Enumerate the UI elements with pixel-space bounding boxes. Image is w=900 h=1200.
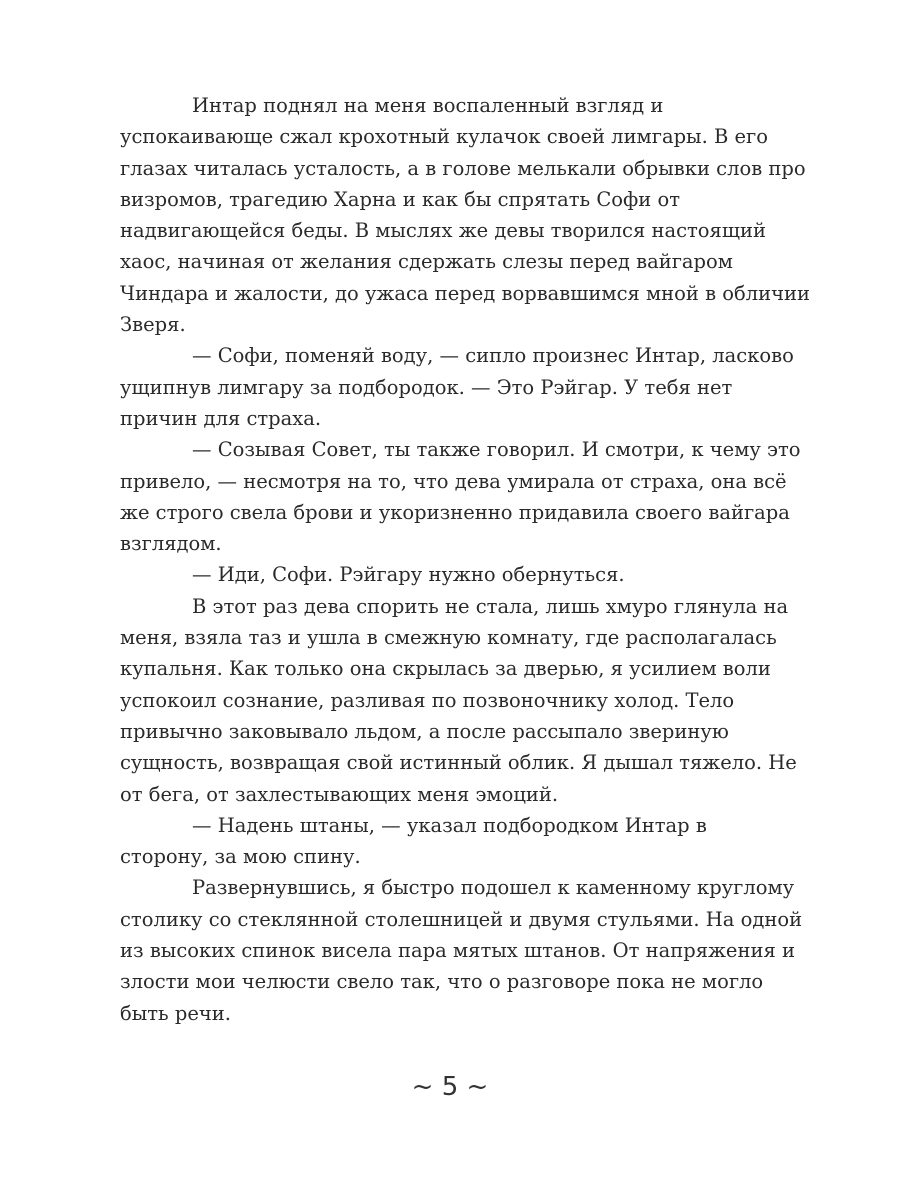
body-text — [120, 90, 811, 1029]
text-line: меня, взяла таз и ушла в смежную комнату, где располагалась — [120, 626, 777, 650]
text-line: — Иди, Софи. Рэйгару нужно обернуться. — [192, 563, 625, 587]
text-line: столику со стеклянной столешницей и двумя стульями. На одной — [120, 907, 803, 931]
text-line: же строго свела брови и укоризненно придавила своего вайгара — [120, 500, 790, 524]
text-line: сущность, возвращая свой истинный облик. Я дышал тяжело. Не — [120, 751, 797, 775]
text-line: — Созывая Совет, ты также говорил. И смотри, к чему это — [192, 438, 801, 462]
text-line: — Надень штаны, — указал подбородком Интар в — [192, 813, 707, 837]
text-line: успокаивающе сжал крохотный кулачок своей лимгары. В его — [120, 125, 768, 149]
text-line: привело, — несмотря на то, что дева умирала от страха, она всё — [120, 469, 787, 493]
text-line: надвигающейся беды. В мыслях же девы творился настоящий — [120, 219, 766, 243]
text-line: быть речи. — [120, 1001, 231, 1025]
text-line: привычно заковывало льдом, а после рассыпало звериную — [120, 719, 729, 743]
text-line: сторону, за мою спину. — [120, 845, 361, 869]
text-line: Чиндара и жалости, до ужаса перед ворвавшимся мной в обличии — [120, 281, 811, 305]
text-line: причин для страха. — [120, 406, 322, 430]
text-line: Интар поднял на меня воспаленный взгляд и — [192, 94, 664, 117]
text-line: злости мои челюсти свело так, что о разговоре пока не могло — [120, 970, 764, 994]
text-line: купальня. Как только она скрылась за дверью, я усилием воли — [120, 657, 771, 681]
text-line: В этот раз дева спорить не стала, лишь хмуро глянула на — [192, 594, 789, 618]
text-line: глазах читалась усталость, а в голове мелькали обрывки слов про — [120, 156, 806, 180]
text-line: Зверя. — [120, 313, 186, 337]
text-line: от бега, от захлестывающих меня эмоций. — [120, 782, 559, 806]
text-line: Развернувшись, я быстро подошел к каменному круглому — [192, 876, 795, 900]
text-line: взглядом. — [120, 532, 222, 556]
page-number: ~ 5 ~ — [411, 1072, 489, 1102]
text-line: визромов, трагедию Харна и как бы спрятать Софи от — [120, 187, 680, 211]
text-line: хаос, начиная от желания сдержать слезы перед вайгаром — [120, 250, 733, 274]
text-line: — Софи, поменяй воду, — сипло произнес Интар, ласково — [192, 344, 794, 368]
text-line: успокоил сознание, разливая по позвоночнику холод. Тело — [120, 688, 735, 712]
text-line: из высоких спинок висела пара мятых штанов. От напряжения и — [120, 939, 795, 963]
text-line: ущипнув лимгару за подбородок. — Это Рэйгар. У тебя нет — [120, 375, 733, 399]
